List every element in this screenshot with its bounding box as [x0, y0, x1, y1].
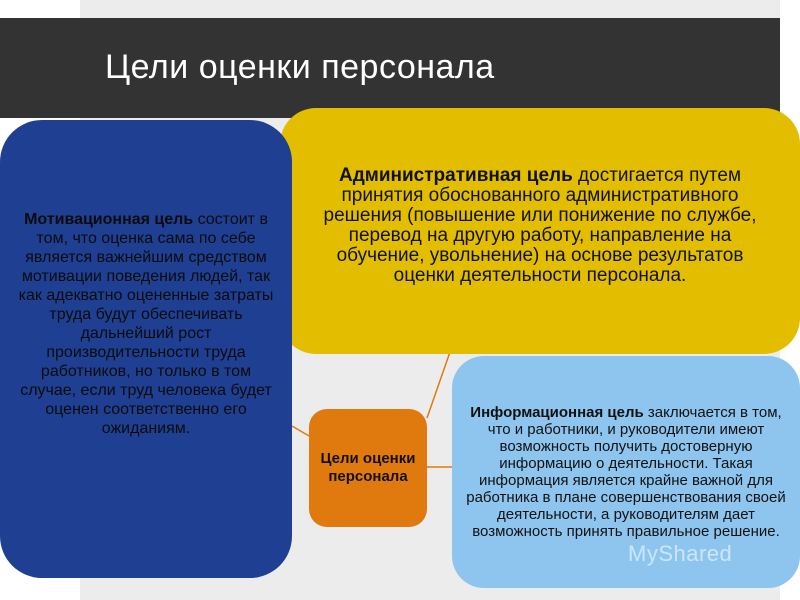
- motivational-goal-heading: Мотивационная цель: [24, 211, 194, 228]
- informational-goal-heading: Информационная цель: [470, 404, 644, 421]
- motivational-goal-text: [16, 210, 276, 438]
- informational-goal-box: [452, 356, 800, 588]
- center-node-label: Цели оценки персонала: [320, 450, 416, 485]
- administrative-goal-text: [308, 166, 772, 286]
- motivational-goal-body: состоит в том, что оценка сама по себе является важнейшим средством мотивации поведения людей, так как адекватно оцененные затраты труда будут обеспечивать дальнейший рост производительности труда работников, но только в том случае, если труд человека будет оценен соответственно его ожиданиям.: [18, 211, 274, 437]
- informational-goal-body: заключается в том, что и работники, и руководители имеют возможность получить достоверную информацию о деятельности. Такая информация является крайне важной для работника в плане совершенствования своей деятельности, а руководителям дает возможность принять правильное решение.: [466, 404, 786, 540]
- motivational-goal-box: [0, 120, 292, 578]
- administrative-goal-heading: Административная цель: [338, 165, 573, 186]
- administrative-goal-body: достигается путем принятия обоснованного административного решения (повышение или понижение по службе, перевод на другую работу, направление на обучение, увольнение) на основе результатов оценки деятельности персонала.: [323, 165, 757, 286]
- center-node: [309, 409, 427, 527]
- connector-to-motivational: [292, 426, 309, 436]
- connector-to-administrative: [427, 352, 450, 418]
- watermark: MyShared: [628, 541, 733, 566]
- administrative-goal-box: [280, 108, 800, 354]
- slide-title: Цели оценки персонала: [105, 48, 495, 86]
- informational-goal-text: [466, 404, 786, 540]
